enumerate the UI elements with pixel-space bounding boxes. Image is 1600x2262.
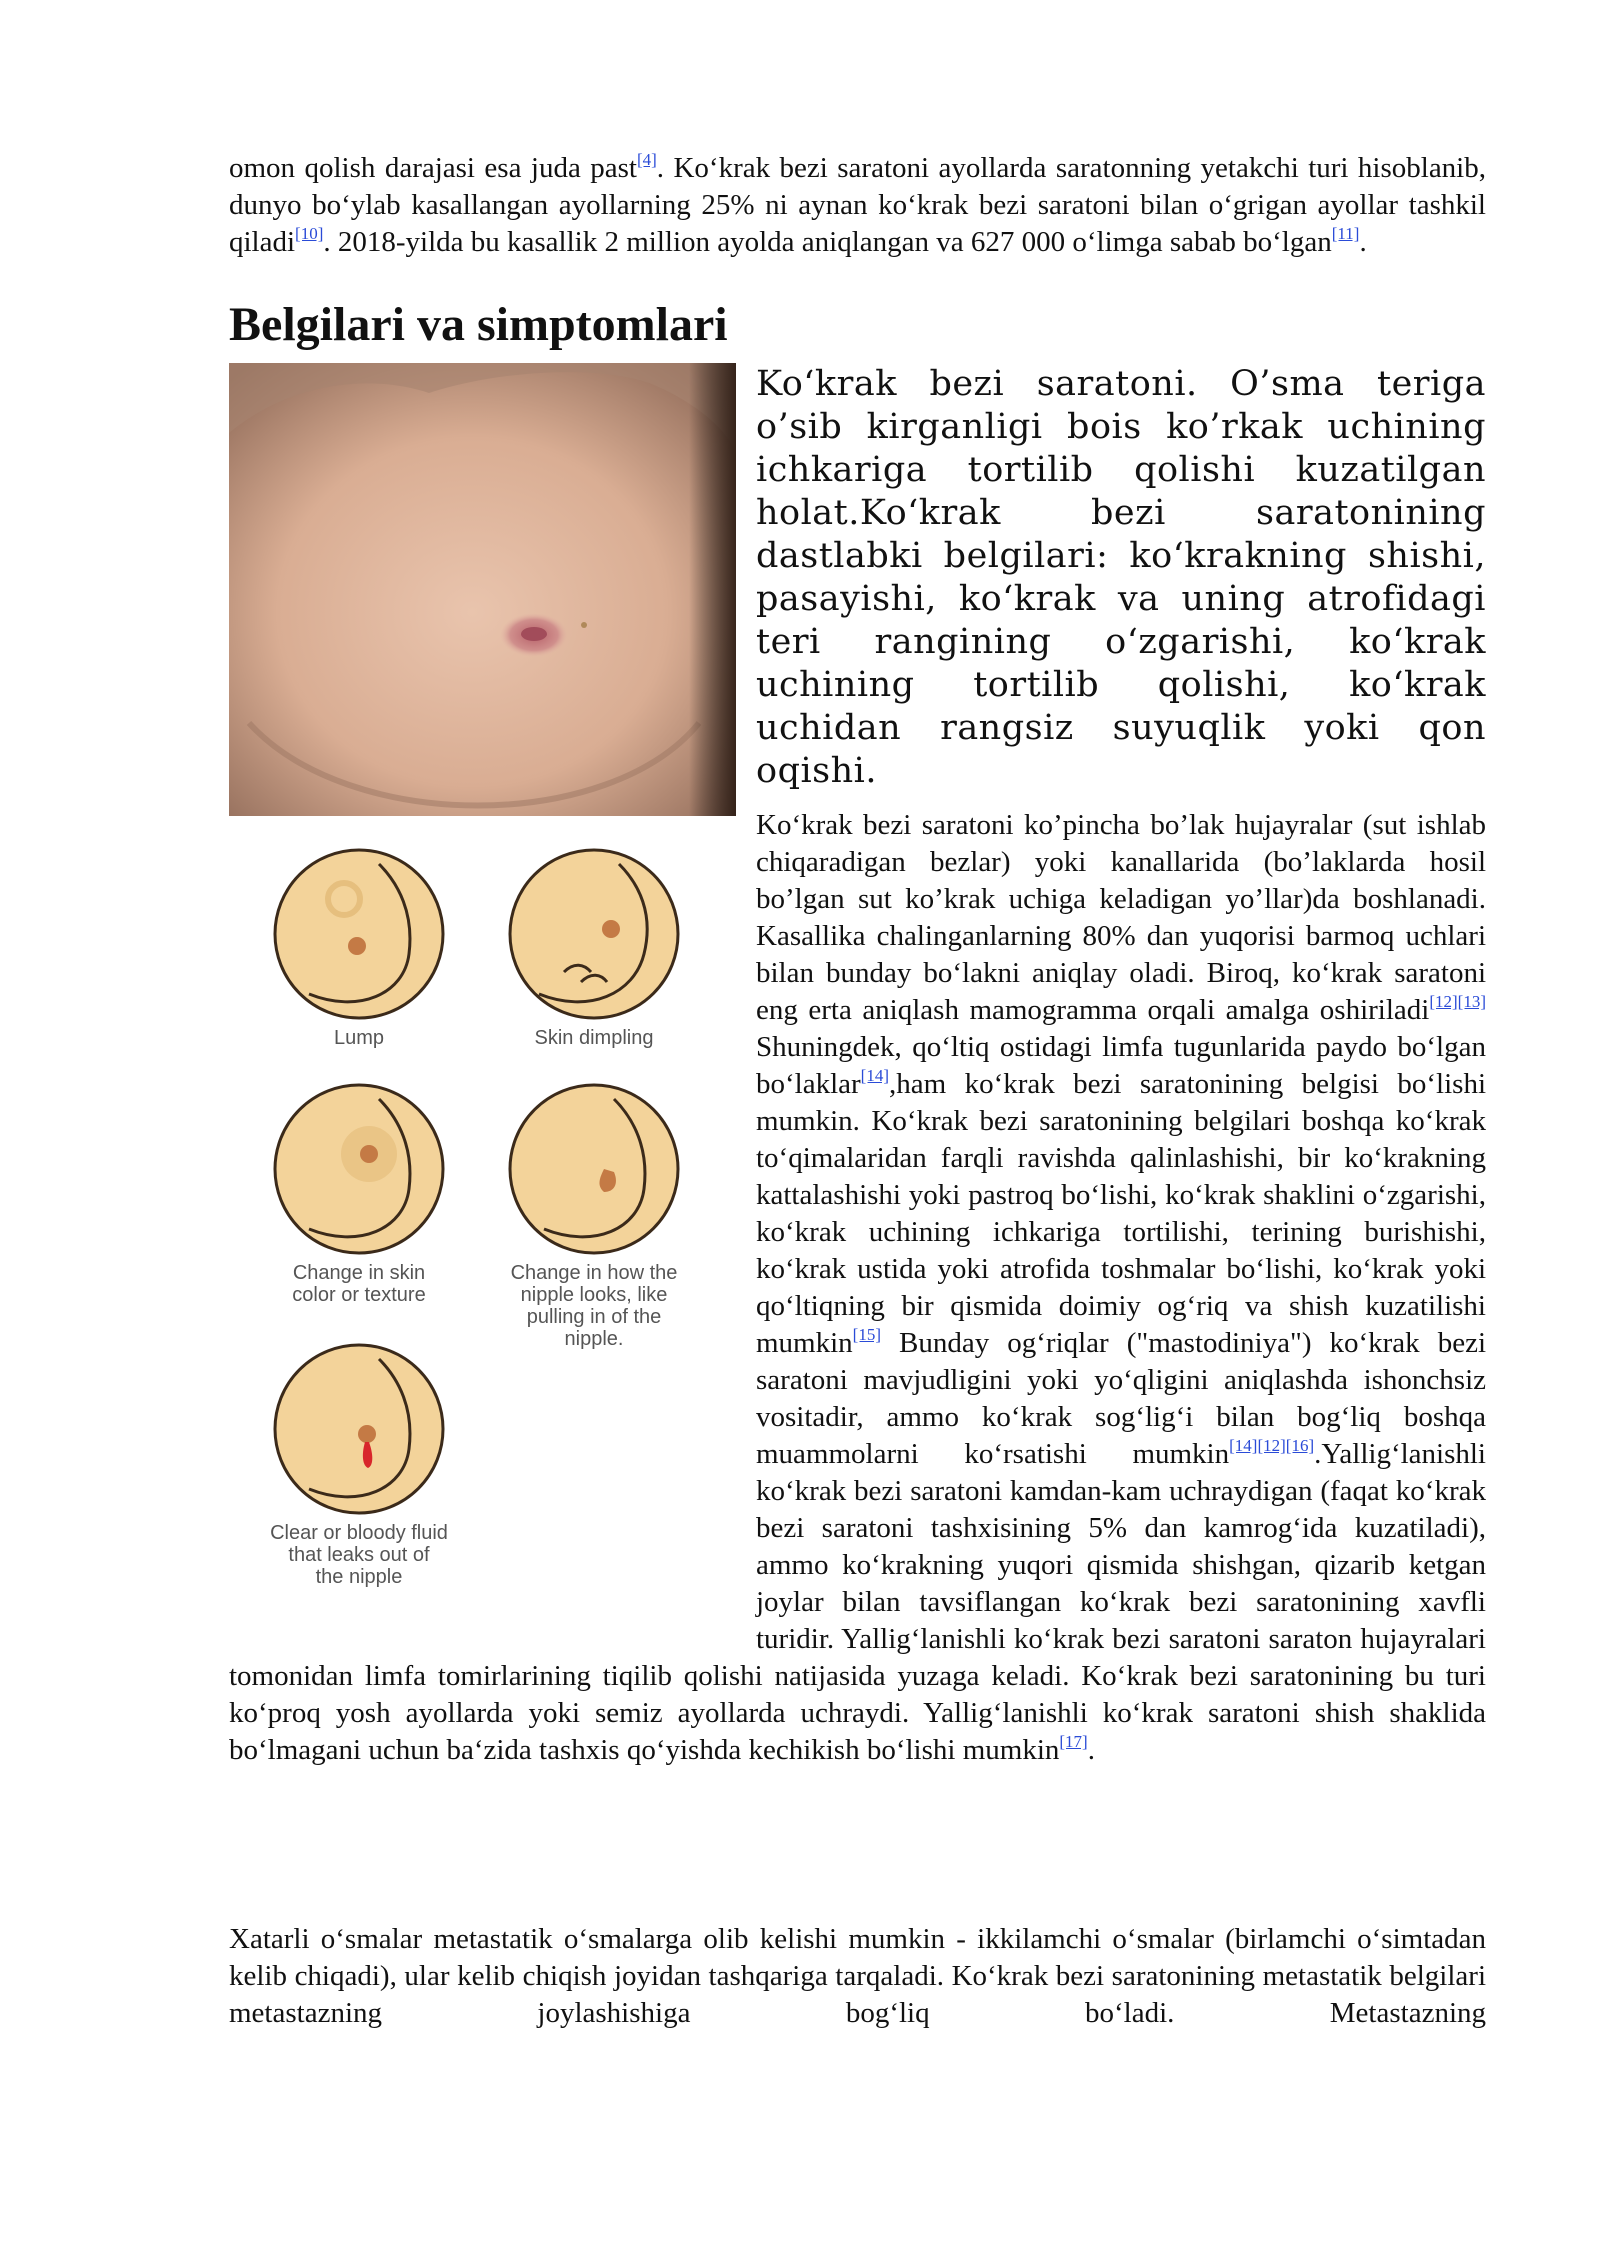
citation-link[interactable]: [11]: [1331, 224, 1360, 243]
symptom-photo: [229, 363, 736, 816]
intro-text: . Ko‘krak bezi saratoni ayollarda saratonning yetakchi turi hisoblanib, dunyo bo‘ylab kasallangan ayollarning 25% ni aynan ko‘krak bezi saratoni bilan o‘grigan ayollar tashkil qiladi: [229, 152, 1486, 258]
body-text: .: [1087, 1734, 1095, 1766]
intro-text: .: [1359, 226, 1367, 258]
lead-caption: Ko‘krak bezi saratoni. O’sma teriga o’sib kirganligi bois ko’rkak uchining ichkariga tortilib qolishi kuzatilgan holat.Ko‘krak bezi saratonining dastlabki belgilari: ko‘krakning shishi, pasayishi, ko‘krak va uning atrofidagi teri rangining o‘zgarishi, ko‘krak uchining tortilib qolishi, ko‘krak uchidan rangsiz suyuqlik yoki qon oqishi.: [756, 364, 1486, 791]
citation-link[interactable]: [17]: [1059, 1732, 1088, 1751]
skin-color-label: Change in skin: [292, 1262, 426, 1284]
body-text: ,ham ko‘krak bezi saratonining belgisi bo‘lishi mumkin. Ko‘krak bezi saratonining belgilari boshqa ko‘krak to‘qimalaridan farqli ravishda qalinlashishi, bir ko‘krakning kattalashishi yoki pastroq bo‘lishi, ko‘krak shaklini o‘zgarishi, ko‘krak uchining ichkariga tortilishi, terining burishishi, ko‘krak ustida yoki atrofida toshmalar bo‘lishi, ko‘krak yoki qo‘ltiqning bir qismida doimiy og‘riq va shish kuzatilishi mumkin: [756, 1068, 1486, 1359]
citation-link[interactable]: [12]: [1257, 1436, 1286, 1455]
citation-link[interactable]: [16]: [1285, 1436, 1315, 1455]
nipple-change-label: pulling in of the: [526, 1306, 662, 1328]
intro-text: omon qolish darajasi esa juda past: [229, 152, 637, 184]
body-text: Shuningdek, qo‘ltiq ostidagi limfa tugunlarida paydo bo‘lgan bo‘laklar: [756, 1031, 1486, 1100]
section-heading: Belgilari va simptomlari: [229, 298, 728, 351]
fluid-label: the nipple: [315, 1566, 403, 1588]
citation-link[interactable]: [4]: [636, 150, 657, 169]
citation-link[interactable]: [15]: [852, 1325, 881, 1344]
figure-column: [229, 363, 736, 1634]
intro-paragraph: [229, 150, 1486, 261]
citation-link[interactable]: [10]: [295, 224, 324, 243]
article-content: [229, 150, 1486, 2069]
nipple-change-label: Change in how the: [510, 1262, 678, 1284]
skin-color-illustration: [275, 1085, 443, 1306]
citation-link[interactable]: [13]: [1457, 992, 1486, 1011]
metastasis-paragraph: Xatarli o‘smalar metastatik o‘smalarga olib kelishi mumkin - ikkilamchi o‘smalar (birlamchi o‘simtadan kelib chiqadi), ular kelib chiqish joyidan tashqariga tarqaladi. Ko‘krak bezi saratonining metastatik belgilari metastazning joylashishiga bog‘liq bo‘ladi. Metastazning: [229, 1923, 1486, 2029]
citation-link[interactable]: [12]: [1429, 992, 1458, 1011]
citation-link[interactable]: [14]: [1229, 1436, 1258, 1455]
body-text: Ko‘krak bezi saratoni ko’pincha bo’lak hujayralar (sut ishlab chiqaradigan bezlar) yoki kanallarida (bo’laklarda hosil bo’lgan sut ko’krak uchiga keladigan yo’llar)da boshlanadi. Kasallika chalinganlarning 80% dan yuqorisi barmoq uchlari bilan bunday bo‘lakni aniqlay oladi. Biroq, ko‘krak saratoni eng erta aniqlash mamogramma orqali amalga oshiriladi: [756, 809, 1486, 1026]
skin-dimpling-label: Skin dimpling: [534, 1027, 654, 1049]
fluid-illustration: [270, 1345, 448, 1588]
body-text: .Yallig‘lanishli ko‘krak bezi saratoni kamdan-kam uchraydigan (faqat ko‘krak bezi saratoni tashxisining 5% dan kamrog‘ida kuzatiladi), ammo ko‘krakning yuqori qismida shishgan, qizarib ketgan joylar bilan tavsiflangan ko‘krak bezi saratonining xavfli turidir. Yallig‘lanishli ko‘krak bezi saratoni saraton hujayralari tomonidan limfa tomirlarining tiqilib qolishi natijasida yuzaga keladi. Ko‘krak bezi saratonining bu turi ko‘proq yosh ayollarda yoki semiz ayollarda uchraydi. Yallig‘lanishli ko‘krak saratoni shish shaklida bo‘lmagani uchun ba‘zida tashxis qo‘yishda kechikish bo‘lishi mumkin: [229, 1438, 1486, 1766]
skin-dimpling-illustration: [510, 850, 678, 1049]
lump-illustration: [275, 850, 443, 1049]
intro-text: . 2018-yilda bu kasallik 2 million ayolda aniqlangan va 627 000 o‘limga sabab bo‘lgan: [323, 226, 1332, 258]
nipple-change-label: nipple looks, like: [520, 1284, 668, 1306]
fluid-label: Clear or bloody fluid: [270, 1522, 448, 1544]
fluid-label: that leaks out of: [288, 1544, 430, 1566]
nipple-change-illustration: [510, 1085, 678, 1350]
citation-link[interactable]: [14]: [860, 1066, 889, 1085]
body-text: Bunday og‘riqlar ("mastodiniya") ko‘krak bezi saratoni mavjudligini yoki yo‘qligini aniqlashda ishonchsiz vositadir, ammo ko‘krak sog‘lig‘i bilan bog‘liq boshqa muammolarni ko‘rsatishi mumkin: [756, 1327, 1486, 1470]
nipple-change-label: nipple.: [564, 1328, 624, 1350]
skin-color-label: color or texture: [292, 1284, 426, 1306]
symptom-diagram: [229, 844, 736, 1634]
lump-label: Lump: [333, 1027, 385, 1049]
